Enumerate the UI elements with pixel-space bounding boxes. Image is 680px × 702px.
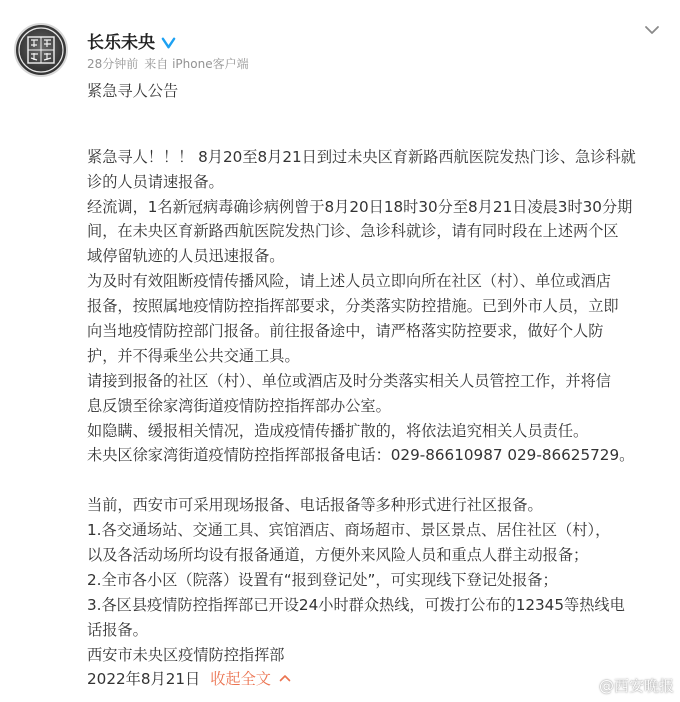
post-title: 紧急寻人公告 xyxy=(87,82,179,100)
collapse-label[interactable]: 收起全文 xyxy=(210,670,271,689)
text-line: 域停留轨迹的人员迅速报备。 xyxy=(87,247,285,266)
username[interactable]: 长乐未央 xyxy=(87,33,155,53)
chevron-down-icon[interactable] xyxy=(644,24,660,36)
spacer xyxy=(87,129,667,145)
text-line: 诊的人员请速报备。 xyxy=(87,172,224,191)
verified-badge-icon xyxy=(161,35,176,50)
username-row[interactable] xyxy=(87,28,176,53)
text-line: 话报备。 xyxy=(87,620,148,639)
text-line: 报备，按照属地疫情防控指挥部要求，分类落实防控措施。已到外市人员，立即 xyxy=(87,297,619,316)
text-line: 1.各交通场站、交通工具、宾馆酒店、商场超市、景区景点、居住社区（村）， xyxy=(87,521,611,540)
text-line: 如隐瞒、缓报相关情况，造成疫情传播扩散的，将依法追究相关人员责任。 xyxy=(87,421,589,440)
post-paragraph-1 xyxy=(87,145,667,469)
text-line: 间，在未央区育新路西航医院发热门诊、急诊科就诊，请有同时段在上述两个区 xyxy=(87,222,619,241)
post-time[interactable]: 28分钟前 xyxy=(87,57,139,71)
spacer xyxy=(87,104,667,129)
text-line: 为及时有效阻断疫情传播风险，请上述人员立即向所在社区（村）、单位或酒店 xyxy=(87,272,611,291)
text-line: 当前，西安市可采用现场报备、电话报备等多种形式进行社区报备。 xyxy=(87,496,543,515)
text-line: 未央区徐家湾街道疫情防控指挥部报备电话：029-86610987 029-86625729。 xyxy=(87,446,635,465)
text-line: 紧急寻人！！！ 8月20至8月21日到过未央区育新路西航医院发热门诊、急诊科就 xyxy=(87,147,636,166)
text-line: 2.全市各小区（院落）设置有“报到登记处”，可实现线下登记处报备； xyxy=(87,570,558,589)
weibo-icon xyxy=(573,678,595,694)
text-line: 经流调，1名新冠病毒确诊病例曾于8月20日18时30分至8月21日凌晨3时30分期 xyxy=(87,197,633,216)
text-line: 3.各区县疫情防控指挥部已开设24小时群众热线，可拨打公布的12345等热线电 xyxy=(87,595,625,614)
post-date: 2022年8月21日 xyxy=(87,670,201,689)
text-line: 西安市未央区疫情防控指挥部 xyxy=(87,645,285,664)
avatar[interactable] xyxy=(14,23,68,77)
post-content xyxy=(87,79,667,692)
text-line: 护，并不得乘坐公共交通工具。 xyxy=(87,346,300,365)
spacer xyxy=(87,468,667,493)
avatar-seal-icon xyxy=(16,25,66,75)
post-meta xyxy=(87,55,255,72)
text-line: 以及各活动场所均设有报备通道，方便外来风险人员和重点人群主动报备； xyxy=(87,546,589,565)
collapse-button[interactable] xyxy=(210,670,291,688)
text-line: 向当地疫情防控部门报备。前往报备途中，请严格落实防控要求，做好个人防 xyxy=(87,322,604,341)
watermark-text: @西安晚报 xyxy=(598,677,674,695)
chevron-up-icon[interactable] xyxy=(279,674,291,682)
text-line: 息反馈至徐家湾街道疫情防控指挥部办公室。 xyxy=(87,396,391,415)
text-line: 请接到报备的社区（村）、单位或酒店及时分类落实相关人员管控工作，并将信 xyxy=(87,371,611,390)
post-source: 来自 iPhone客户端 xyxy=(144,57,249,71)
post-paragraph-2 xyxy=(87,493,667,667)
watermark xyxy=(573,675,674,696)
